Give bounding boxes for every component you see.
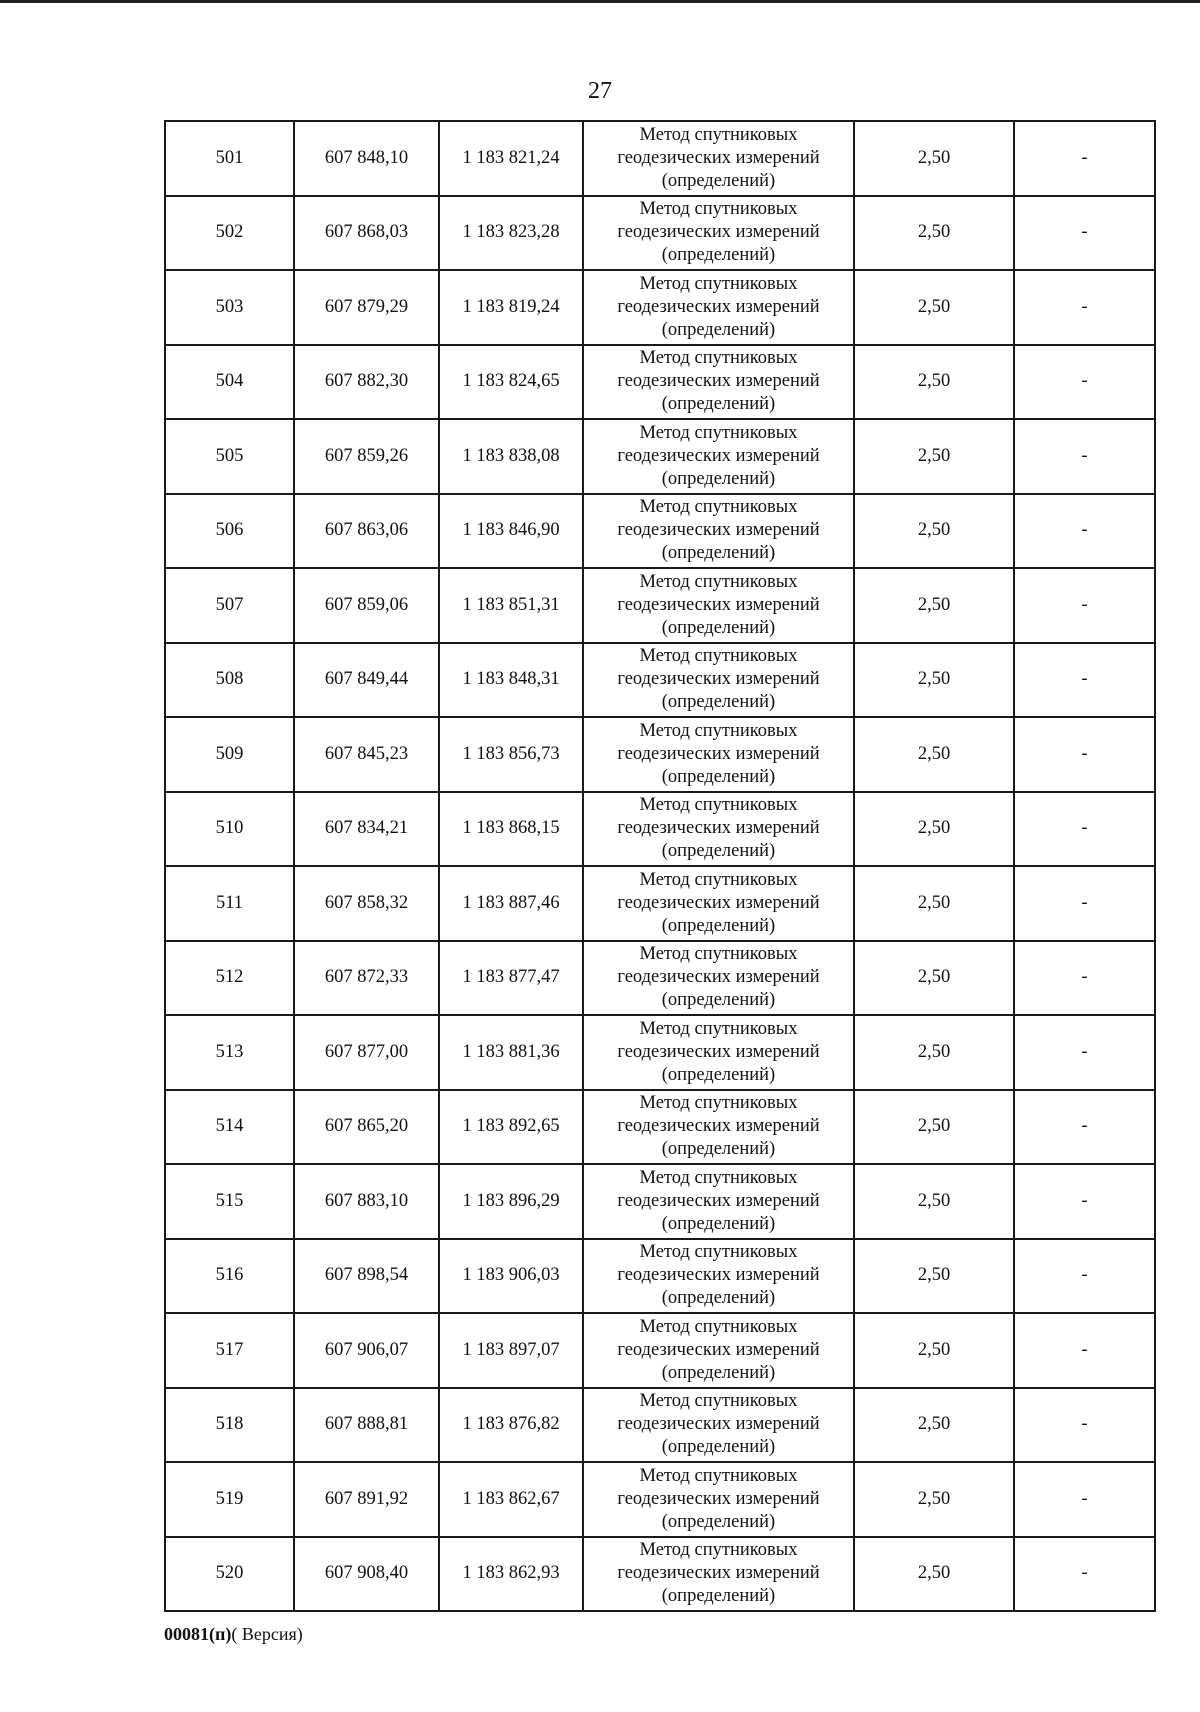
y-coordinate-cell: 1 183 862,67 [439, 1462, 583, 1537]
note-cell: - [1014, 643, 1155, 718]
method-line: Метод спутниковых [639, 1167, 798, 1188]
note-cell: - [1014, 1090, 1155, 1165]
accuracy-cell: 2,50 [854, 121, 1014, 196]
point-number-cell: 516 [165, 1239, 294, 1314]
method-line: геодезических измерений [617, 892, 820, 913]
method-line: (определений) [661, 1362, 776, 1383]
x-coordinate-cell: 607 865,20 [294, 1090, 439, 1165]
table-row [165, 1239, 1155, 1314]
y-coordinate-cell: 1 183 892,65 [439, 1090, 583, 1165]
point-number-cell: 515 [165, 1164, 294, 1239]
accuracy-cell: 2,50 [854, 941, 1014, 1016]
y-coordinate-cell: 1 183 821,24 [439, 121, 583, 196]
method-line: (определений) [661, 915, 776, 936]
y-coordinate-cell: 1 183 862,93 [439, 1537, 583, 1612]
method-line: Метод спутниковых [639, 1242, 798, 1263]
table-row [165, 419, 1155, 494]
y-coordinate-cell: 1 183 819,24 [439, 270, 583, 345]
method-line: (определений) [661, 319, 776, 340]
method-line: геодезических измерений [617, 147, 820, 168]
point-number-cell: 512 [165, 941, 294, 1016]
method-line: Метод спутниковых [639, 497, 798, 518]
method-line: геодезических измерений [617, 967, 820, 988]
method-line: Метод спутниковых [639, 422, 798, 443]
method-cell [583, 1537, 854, 1612]
table-row [165, 643, 1155, 718]
method-line: геодезических измерений [617, 1041, 820, 1062]
x-coordinate-cell: 607 877,00 [294, 1015, 439, 1090]
method-line: геодезических измерений [617, 1116, 820, 1137]
document-version: ( Версия) [231, 1624, 303, 1644]
method-cell [583, 1090, 854, 1165]
method-line: Метод спутниковых [639, 795, 798, 816]
table-row [165, 196, 1155, 271]
x-coordinate-cell: 607 879,29 [294, 270, 439, 345]
y-coordinate-cell: 1 183 851,31 [439, 568, 583, 643]
method-cell [583, 494, 854, 569]
x-coordinate-cell: 607 849,44 [294, 643, 439, 718]
method-line: геодезических измерений [617, 594, 820, 615]
point-number-cell: 501 [165, 121, 294, 196]
method-line: Метод спутниковых [639, 1540, 798, 1561]
coordinates-table [164, 120, 1156, 1612]
table-row [165, 1164, 1155, 1239]
method-cell [583, 196, 854, 271]
point-number-cell: 517 [165, 1313, 294, 1388]
accuracy-cell: 2,50 [854, 568, 1014, 643]
accuracy-cell: 2,50 [854, 1462, 1014, 1537]
method-cell [583, 270, 854, 345]
accuracy-cell: 2,50 [854, 345, 1014, 420]
y-coordinate-cell: 1 183 896,29 [439, 1164, 583, 1239]
method-line: геодезических измерений [617, 1265, 820, 1286]
point-number-cell: 510 [165, 792, 294, 867]
accuracy-cell: 2,50 [854, 1015, 1014, 1090]
accuracy-cell: 2,50 [854, 494, 1014, 569]
table-row [165, 941, 1155, 1016]
method-cell [583, 568, 854, 643]
point-number-cell: 520 [165, 1537, 294, 1612]
method-line: геодезических измерений [617, 371, 820, 392]
method-cell [583, 792, 854, 867]
x-coordinate-cell: 607 859,26 [294, 419, 439, 494]
method-line: Метод спутниковых [639, 720, 798, 741]
point-number-cell: 505 [165, 419, 294, 494]
method-line: Метод спутниковых [639, 124, 798, 145]
note-cell: - [1014, 196, 1155, 271]
method-line: геодезических измерений [617, 222, 820, 243]
method-cell [583, 643, 854, 718]
note-cell: - [1014, 1462, 1155, 1537]
y-coordinate-cell: 1 183 887,46 [439, 866, 583, 941]
point-number-cell: 502 [165, 196, 294, 271]
x-coordinate-cell: 607 898,54 [294, 1239, 439, 1314]
note-cell: - [1014, 941, 1155, 1016]
note-cell: - [1014, 345, 1155, 420]
method-line: (определений) [661, 1064, 776, 1085]
method-line: Метод спутниковых [639, 944, 798, 965]
x-coordinate-cell: 607 888,81 [294, 1388, 439, 1463]
table-row [165, 1462, 1155, 1537]
method-cell [583, 345, 854, 420]
method-line: геодезических измерений [617, 1339, 820, 1360]
y-coordinate-cell: 1 183 846,90 [439, 494, 583, 569]
method-line: (определений) [661, 1213, 776, 1234]
method-line: Метод спутниковых [639, 1093, 798, 1114]
method-line: геодезических измерений [617, 296, 820, 317]
document-code: 00081(п) [164, 1624, 232, 1644]
note-cell: - [1014, 792, 1155, 867]
method-cell [583, 1388, 854, 1463]
method-line: (определений) [661, 245, 776, 266]
table-row [165, 345, 1155, 420]
accuracy-cell: 2,50 [854, 717, 1014, 792]
method-line: (определений) [661, 617, 776, 638]
x-coordinate-cell: 607 848,10 [294, 121, 439, 196]
y-coordinate-cell: 1 183 877,47 [439, 941, 583, 1016]
x-coordinate-cell: 607 891,92 [294, 1462, 439, 1537]
note-cell: - [1014, 270, 1155, 345]
y-coordinate-cell: 1 183 906,03 [439, 1239, 583, 1314]
table-row [165, 717, 1155, 792]
point-number-cell: 514 [165, 1090, 294, 1165]
method-line: (определений) [661, 692, 776, 713]
table-row [165, 1015, 1155, 1090]
accuracy-cell: 2,50 [854, 196, 1014, 271]
method-cell [583, 121, 854, 196]
method-line: Метод спутниковых [639, 1316, 798, 1337]
method-cell [583, 1164, 854, 1239]
point-number-cell: 508 [165, 643, 294, 718]
page-number: 27 [588, 78, 612, 104]
note-cell: - [1014, 494, 1155, 569]
method-line: Метод спутниковых [639, 273, 798, 294]
accuracy-cell: 2,50 [854, 792, 1014, 867]
method-line: геодезических измерений [617, 669, 820, 690]
point-number-cell: 518 [165, 1388, 294, 1463]
table-row [165, 1090, 1155, 1165]
table-row [165, 866, 1155, 941]
method-line: (определений) [661, 1586, 776, 1607]
method-line: геодезических измерений [617, 445, 820, 466]
method-line: (определений) [661, 468, 776, 489]
point-number-cell: 503 [165, 270, 294, 345]
accuracy-cell: 2,50 [854, 866, 1014, 941]
note-cell: - [1014, 717, 1155, 792]
x-coordinate-cell: 607 872,33 [294, 941, 439, 1016]
accuracy-cell: 2,50 [854, 1537, 1014, 1612]
x-coordinate-cell: 607 863,06 [294, 494, 439, 569]
method-line: геодезических измерений [617, 520, 820, 541]
method-line: (определений) [661, 1288, 776, 1309]
method-line: (определений) [661, 841, 776, 862]
y-coordinate-cell: 1 183 838,08 [439, 419, 583, 494]
table-row [165, 494, 1155, 569]
method-cell [583, 941, 854, 1016]
x-coordinate-cell: 607 906,07 [294, 1313, 439, 1388]
table-row [165, 1313, 1155, 1388]
method-cell [583, 866, 854, 941]
table-row [165, 270, 1155, 345]
method-line: Метод спутниковых [639, 1018, 798, 1039]
y-coordinate-cell: 1 183 876,82 [439, 1388, 583, 1463]
accuracy-cell: 2,50 [854, 1388, 1014, 1463]
note-cell: - [1014, 568, 1155, 643]
point-number-cell: 513 [165, 1015, 294, 1090]
table-body [165, 121, 1155, 1611]
method-cell [583, 419, 854, 494]
method-line: Метод спутниковых [639, 199, 798, 220]
x-coordinate-cell: 607 858,32 [294, 866, 439, 941]
method-line: (определений) [661, 394, 776, 415]
table-row [165, 568, 1155, 643]
x-coordinate-cell: 607 908,40 [294, 1537, 439, 1612]
note-cell: - [1014, 121, 1155, 196]
method-line: геодезических измерений [617, 743, 820, 764]
method-line: (определений) [661, 1511, 776, 1532]
y-coordinate-cell: 1 183 856,73 [439, 717, 583, 792]
note-cell: - [1014, 1015, 1155, 1090]
point-number-cell: 506 [165, 494, 294, 569]
note-cell: - [1014, 1313, 1155, 1388]
method-line: Метод спутниковых [639, 869, 798, 890]
accuracy-cell: 2,50 [854, 1313, 1014, 1388]
table-row [165, 1537, 1155, 1612]
x-coordinate-cell: 607 845,23 [294, 717, 439, 792]
method-line: (определений) [661, 990, 776, 1011]
accuracy-cell: 2,50 [854, 419, 1014, 494]
point-number-cell: 509 [165, 717, 294, 792]
method-line: Метод спутниковых [639, 1465, 798, 1486]
accuracy-cell: 2,50 [854, 643, 1014, 718]
accuracy-cell: 2,50 [854, 1239, 1014, 1314]
note-cell: - [1014, 1164, 1155, 1239]
x-coordinate-cell: 607 834,21 [294, 792, 439, 867]
method-line: (определений) [661, 1437, 776, 1458]
x-coordinate-cell: 607 883,10 [294, 1164, 439, 1239]
point-number-cell: 507 [165, 568, 294, 643]
y-coordinate-cell: 1 183 881,36 [439, 1015, 583, 1090]
accuracy-cell: 2,50 [854, 270, 1014, 345]
table-row [165, 792, 1155, 867]
y-coordinate-cell: 1 183 823,28 [439, 196, 583, 271]
method-line: геодезических измерений [617, 1190, 820, 1211]
x-coordinate-cell: 607 868,03 [294, 196, 439, 271]
document-footer [164, 1624, 303, 1645]
method-line: (определений) [661, 766, 776, 787]
method-cell [583, 1239, 854, 1314]
point-number-cell: 519 [165, 1462, 294, 1537]
y-coordinate-cell: 1 183 824,65 [439, 345, 583, 420]
method-line: (определений) [661, 170, 776, 191]
method-line: (определений) [661, 543, 776, 564]
point-number-cell: 511 [165, 866, 294, 941]
method-cell [583, 717, 854, 792]
method-cell [583, 1313, 854, 1388]
point-number-cell: 504 [165, 345, 294, 420]
accuracy-cell: 2,50 [854, 1164, 1014, 1239]
note-cell: - [1014, 1239, 1155, 1314]
y-coordinate-cell: 1 183 897,07 [439, 1313, 583, 1388]
top-border-line [0, 0, 1200, 3]
method-line: Метод спутниковых [639, 1391, 798, 1412]
y-coordinate-cell: 1 183 868,15 [439, 792, 583, 867]
y-coordinate-cell: 1 183 848,31 [439, 643, 583, 718]
note-cell: - [1014, 866, 1155, 941]
note-cell: - [1014, 419, 1155, 494]
table-row [165, 1388, 1155, 1463]
method-cell [583, 1462, 854, 1537]
method-line: геодезических измерений [617, 1563, 820, 1584]
accuracy-cell: 2,50 [854, 1090, 1014, 1165]
method-line: геодезических измерений [617, 1488, 820, 1509]
note-cell: - [1014, 1537, 1155, 1612]
note-cell: - [1014, 1388, 1155, 1463]
method-line: Метод спутниковых [639, 646, 798, 667]
x-coordinate-cell: 607 859,06 [294, 568, 439, 643]
x-coordinate-cell: 607 882,30 [294, 345, 439, 420]
method-line: (определений) [661, 1139, 776, 1160]
table-row [165, 121, 1155, 196]
method-cell [583, 1015, 854, 1090]
method-line: геодезических измерений [617, 818, 820, 839]
method-line: Метод спутниковых [639, 348, 798, 369]
method-line: Метод спутниковых [639, 571, 798, 592]
method-line: геодезических измерений [617, 1414, 820, 1435]
